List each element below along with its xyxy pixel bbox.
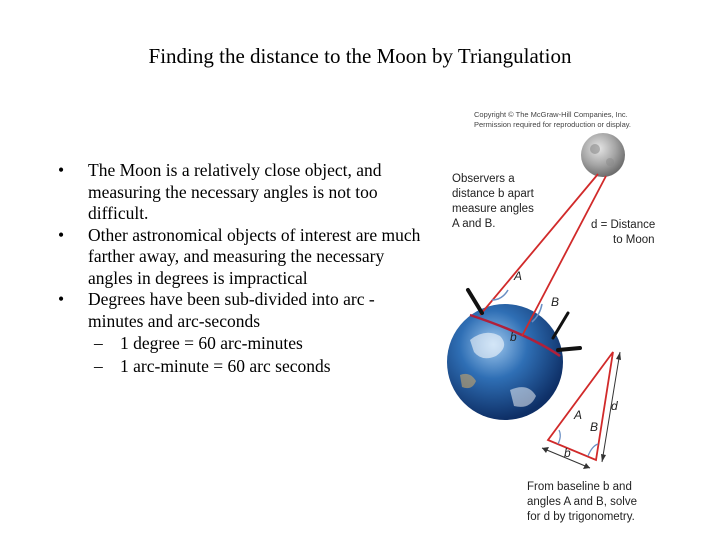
small-angle-arc-a: [558, 430, 560, 444]
angle-b-label: B: [551, 295, 560, 309]
distance-caption: d = Distance: [591, 219, 656, 231]
telescope-a-icon: [468, 290, 482, 313]
observers-caption: measure angles: [452, 203, 534, 215]
telescope-b-icon: [558, 348, 580, 350]
baseline-caption: angles A and B, solve: [527, 496, 637, 508]
copyright-line: Copyright © The McGraw-Hill Companies, Inc.: [474, 110, 628, 119]
earth-image: [447, 304, 563, 420]
observers-caption: A and B.: [452, 218, 496, 230]
small-baseline-b-label: b: [564, 446, 571, 460]
small-angle-a-label: A: [574, 408, 583, 422]
moon-crater: [606, 158, 614, 166]
bullet-item: • The Moon is a relatively close object, and measuring the necessary angles is not too difficult.: [58, 160, 428, 225]
baseline-caption: From baseline b and: [527, 481, 632, 493]
telescope-c-icon: [553, 313, 568, 338]
angle-a-label: A: [514, 269, 523, 283]
distance-d-label: d: [611, 399, 618, 413]
bullet-item: • Degrees have been sub-divided into arc -minutes and arc-seconds: [58, 289, 428, 332]
slide-title: Finding the distance to the Moon by Triangulation: [148, 44, 572, 68]
bullet-list: [58, 160, 428, 377]
observers-caption: Observers a: [452, 173, 515, 185]
distance-caption: to Moon: [613, 234, 655, 246]
moon-image: [581, 133, 625, 177]
observers-caption: distance b apart: [452, 188, 534, 200]
sub-bullet-item: – 1 arc-minute = 60 arc seconds: [58, 356, 428, 378]
small-angle-b-label: B: [590, 420, 599, 434]
baseline-b-label: b: [510, 330, 517, 344]
bullet-item: • Other astronomical objects of interest are much farther away, and measuring the necessary angles in degrees is impractical: [58, 225, 428, 290]
moon-crater: [590, 144, 600, 154]
sightline-b: [522, 176, 606, 336]
triangulation-figure: [430, 100, 720, 540]
copyright-line: Permission required for reproduction or display.: [474, 120, 632, 129]
sub-bullet-item: – 1 degree = 60 arc-minutes: [58, 333, 428, 355]
baseline-caption: for d by trigonometry.: [527, 511, 635, 523]
